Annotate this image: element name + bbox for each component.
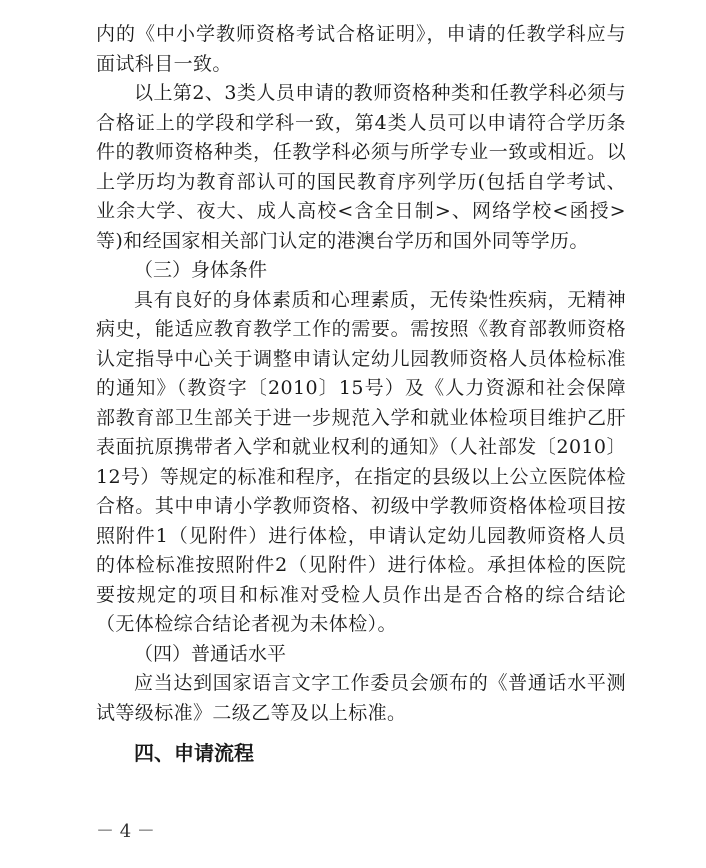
paragraph-physical-conditions: 具有良好的身体素质和心理素质，无传染性疾病，无精神病史，能适应教育教学工作的需要。需按照《教育部教师资格认定指导中心关于调整申请认定幼儿园教师资格人员体检标准的通知》（教资字〔2010〕15号）及《人力资源和社会保障部教育部卫生部关于进一步规范入学和就业体检项目维护乙肝表面抗原携带者入学和就业权利的通知》（人社部发〔2010〕12号）等规定的标准和程序，在指定的县级以上公立医院体检合格。其中申请小学教师资格、初级中学教师资格体检项目按照附件1（见附件）进行体检，申请认定幼儿园教师资格人员的体检标准按照附件2（见附件）进行体检。承担体检的医院要按规定的项目和标准对受检人员作出是否合格的综合结论（无体检综合结论者视为未体检）。: [96, 288, 626, 635]
page-number: － 4 －: [96, 821, 155, 842]
paragraph-continuation: 内的《中小学教师资格考试合格证明》，申请的任教学科应与面试科目一致。: [96, 23, 626, 75]
subheading-physical-conditions: （三）身体条件: [134, 259, 268, 281]
section-heading-application-process: 四、申请流程: [134, 741, 254, 765]
document-body: [96, 20, 626, 768]
subheading-mandarin-level: （四）普通话水平: [134, 642, 287, 665]
paragraph-mandarin-level: 应当达到国家语言文字工作委员会颁布的《普通话水平测试等级标准》二级乙等及以上标准。: [96, 672, 626, 724]
paragraph-qualification-rules: 以上第2、3类人员申请的教师资格种类和任教学科必须与合格证上的学段和学科一致，第4类人员可以申请符合学历条件的教师资格种类，任教学科必须与所学专业一致或相近。以上学历均为教育部认可的国民教育序列学历(包括自学考试、业余大学、夜大、成人高校<含全日制>、网络学校<函授>等)和经国家相关部门认定的港澳台学历和国外同等学历。: [96, 82, 626, 252]
